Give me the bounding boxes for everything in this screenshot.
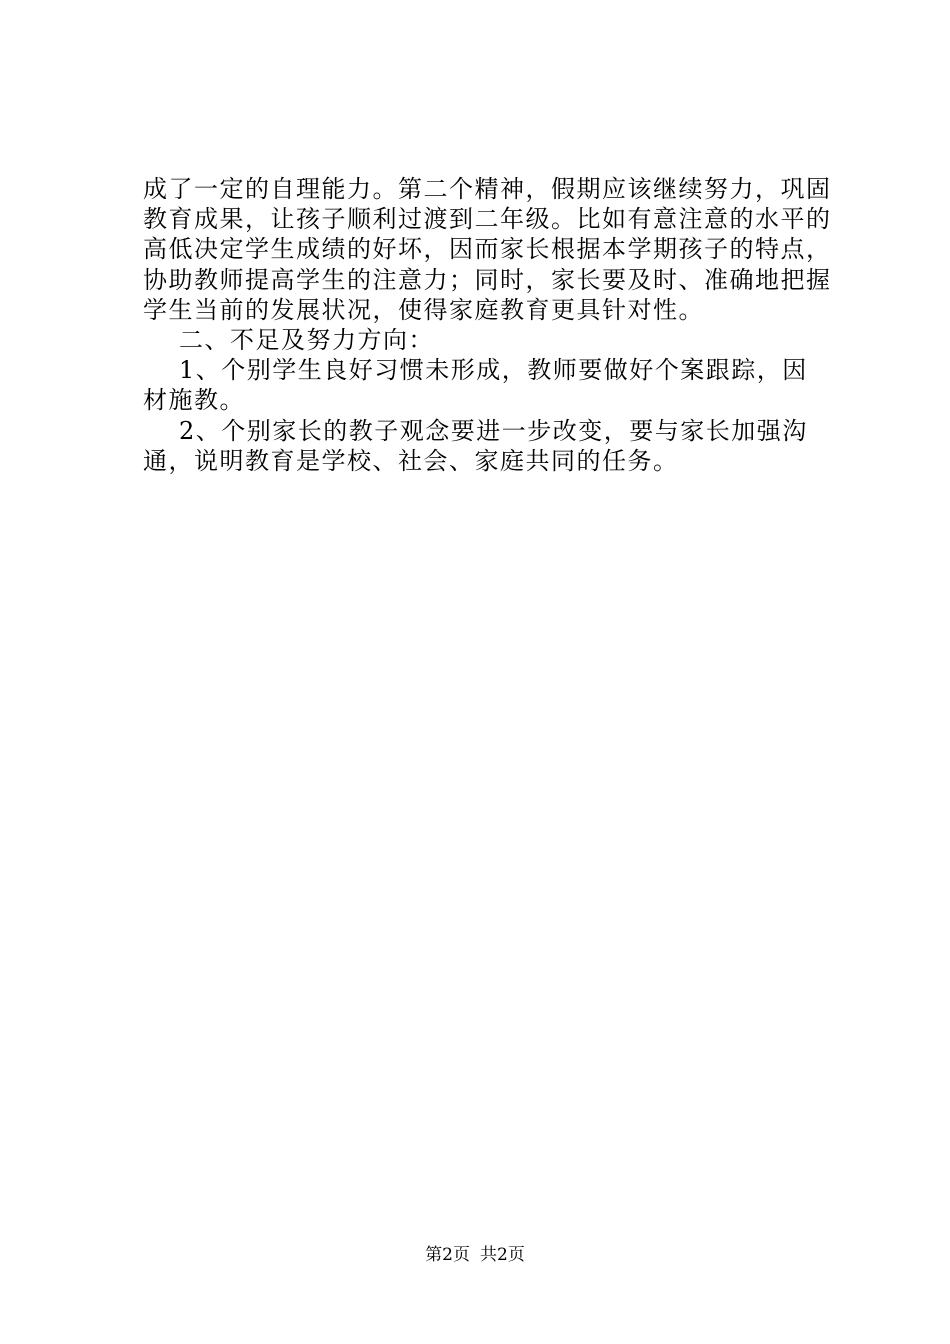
document-body xyxy=(143,174,833,476)
list-item: 2、个别家长的教子观念要进一步改变，要与家长加强沟通，说明教育是学校、社会、家庭共同的任务。 xyxy=(143,416,808,475)
page-total: 共2页 xyxy=(480,1245,525,1265)
page-footer xyxy=(0,1244,950,1266)
section-heading: 二、不足及努力方向： xyxy=(179,326,434,355)
paragraph-continuation: 成了一定的自理能力。第二个精神，假期应该继续努力，巩固教育成果，让孩子顺利过渡到二年级。比如有意注意的水平的高低决定学生成绩的好坏，因而家长根据本学期孩子的特点，协助教师提高学生的注意力；同时，家长要及时、准确地把握学生当前的发展状况，使得家庭教育更具针对性。 xyxy=(143,175,832,324)
list-item: 1、个别学生良好习惯未形成，教师要做好个案跟踪，因材施教。 xyxy=(143,356,808,415)
page-number: 第2页 xyxy=(425,1245,470,1265)
